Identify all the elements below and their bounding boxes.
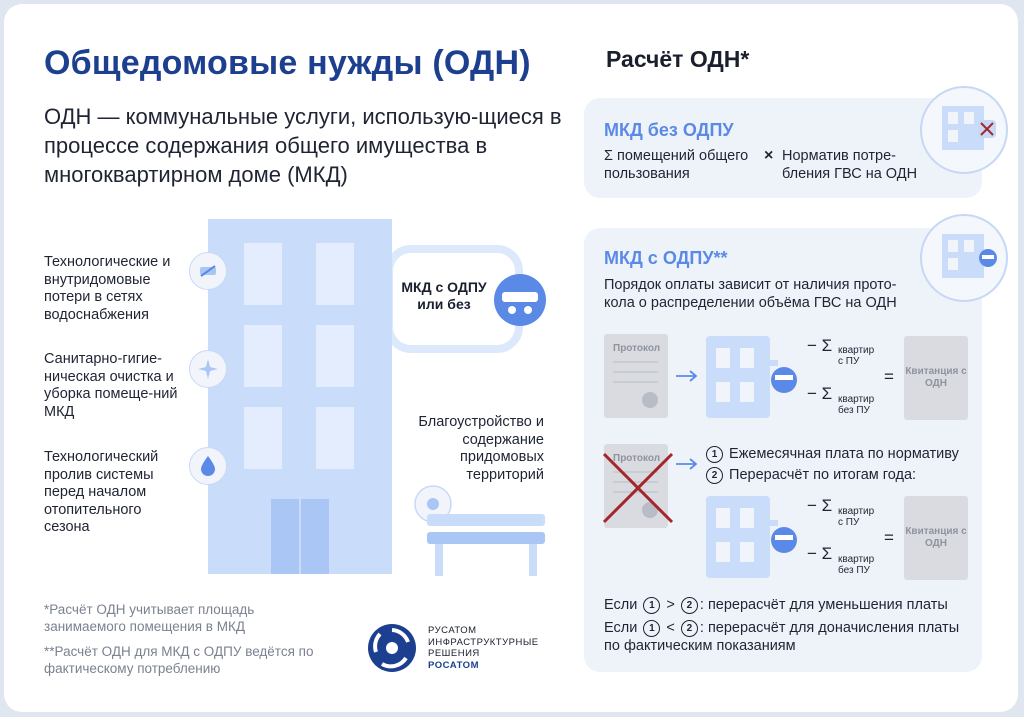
step2: 2 Перерасчёт по итогам года: <box>704 466 916 484</box>
panel1-term1: Σ помещений общего пользования <box>604 148 749 182</box>
protocol-doc: Протокол <box>604 334 668 418</box>
infographic-card <box>4 4 1018 712</box>
sum-with-sub-2: квартир с ПУ <box>838 506 875 528</box>
arrow-right-icon-2 <box>674 456 700 472</box>
building-no-meter-badge <box>920 86 1008 174</box>
multiply-operator: × <box>764 147 774 164</box>
condition-decrease: Если 1 > 2 : перерасчёт для уменьшения платы <box>604 597 948 613</box>
sum-with-meter-1: − Σ <box>807 336 833 355</box>
step1: 1 Ежемесячная плата по нормативу <box>704 445 959 463</box>
yard-label: Благоустройство и содержание придомовых территорий <box>418 414 544 483</box>
condition-increase: Если 1 < 2 : перерасчёт для доначисления платы по фактическим показаниям <box>604 620 960 654</box>
water-drop-icon <box>189 447 227 485</box>
pipe-icon <box>189 252 227 290</box>
logo-text: РУСАТОМ ИНФРАСТРУКТУРНЫЕ РЕШЕНИЯ РОСАТОМ <box>428 625 539 671</box>
panel1-heading: МКД без ОДПУ <box>604 120 734 140</box>
building-meter-icon-1 <box>704 334 804 420</box>
item-label-flushing: Технологический пролив системы перед началом отопительного сезона <box>44 449 159 535</box>
page-title: Общедомовые нужды (ОДН) <box>44 44 531 82</box>
sparkle-icon <box>189 350 227 388</box>
sum-without-sub-1: квартир без ПУ <box>838 394 875 416</box>
arrow-right-icon <box>674 368 700 384</box>
panel2-heading: МКД с ОДПУ** <box>604 248 728 268</box>
meter-label: МКД с ОДПУ или без <box>401 279 487 312</box>
footnote-area: *Расчёт ОДН учитывает площадь занимаемого помещения в МКД <box>44 602 255 634</box>
sum-without-meter-1: − Σ <box>807 384 833 403</box>
protocol-doc-crossed: Протокол <box>604 444 668 528</box>
item-label-cleaning: Санитарно-гигие-ническая очистка и уборка помеще-ний МКД <box>44 351 178 420</box>
calc-title: Расчёт ОДН* <box>606 46 750 72</box>
sum-with-meter-2: − Σ <box>807 496 833 515</box>
sum-with-sub-1: квартир с ПУ <box>838 345 875 367</box>
equals-2: = <box>884 528 894 547</box>
item-label-losses: Технологические и внутридомовые потери в сетях водоснабжения <box>44 254 171 323</box>
footnote-meter: **Расчёт ОДН для МКД с ОДПУ ведётся по фактическому потреблению <box>44 644 314 676</box>
panel2-desc: Порядок оплаты зависит от наличия прото-кола о распределении объёма ГВС на ОДН <box>604 277 897 311</box>
page-subtitle: ОДН — коммунальные услуги, использую-щиеся в процессе содержания общего имущества в многоквартирном доме (МКД) <box>44 104 562 187</box>
meter-icon <box>492 272 548 328</box>
bench-icon <box>409 484 549 579</box>
receipt-doc-1: Квитанция с ОДН <box>904 336 968 420</box>
building-meter-icon-2 <box>704 494 804 580</box>
sum-without-sub-2: квартир без ПУ <box>838 554 875 576</box>
panel1-term2: Норматив потре-бления ГВС на ОДН <box>782 148 918 182</box>
cross-icon <box>600 450 676 526</box>
building-meter-badge <box>920 214 1008 302</box>
rosatom-logo-icon <box>366 622 418 674</box>
receipt-doc-2: Квитанция с ОДН <box>904 496 968 580</box>
equals-1: = <box>884 367 894 386</box>
sum-without-meter-2: − Σ <box>807 544 833 563</box>
